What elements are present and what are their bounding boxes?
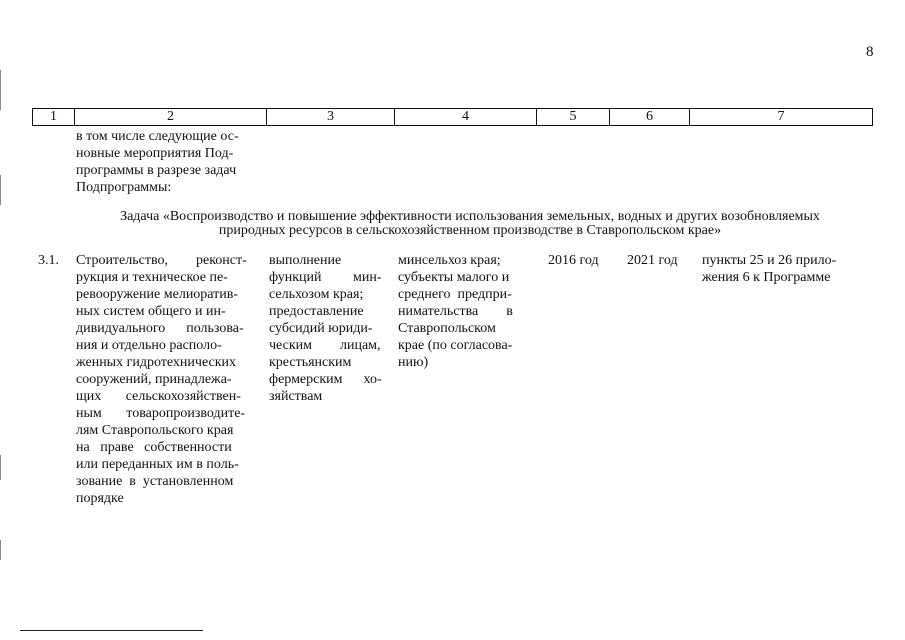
- intro-text: в том числе следующие ос- новные мероприятия Под- программы в разрезе задач Подпрограммы:: [76, 129, 239, 195]
- table-header-row: [32, 108, 873, 126]
- row-executor: минсельхоз края; субъекты малого и среднего предпри- нимательства в Ставропольском крае (по согласова- нию): [398, 253, 513, 370]
- row-start-date: 2016 год: [548, 253, 599, 268]
- column-header-6: 6: [610, 109, 690, 126]
- scan-mark-left-4: [0, 540, 1, 560]
- bottom-rule: [20, 630, 203, 631]
- task-heading-line-2: природных ресурсов в сельскохозяйственном производстве в Ставропольском крае»: [218, 223, 722, 238]
- row-number: 3.1.: [38, 253, 59, 268]
- scan-mark-left-1: [0, 70, 1, 110]
- row-indicators: пункты 25 и 26 прило- жения 6 к Программе: [702, 253, 837, 285]
- column-header-2: 2: [75, 109, 267, 126]
- page-number: 8: [866, 44, 874, 60]
- column-header-1: 1: [33, 109, 75, 126]
- column-header-3: 3: [267, 109, 395, 126]
- scan-mark-left-3: [0, 455, 1, 480]
- row-measure-type: выполнение функций мин- сельхозом края; предоставление субсидий юриди- ческим лицам, крестьянским фермерским хо- зяйствам: [269, 253, 382, 404]
- column-header-7: 7: [690, 109, 873, 126]
- row-measure-name: Строительство, реконст- рукция и техническое пе- ревооружение мелиоратив- ных систем общего и ин- дивидуального пользова- ния и отдельно располо- женных гидротехнических сооружений, принадлежа- щих сельскохозяйствен- ным товаропроизводите- лям Ставропольского края на праве собственности или переданных им в поль- зование в установленном порядке: [76, 253, 247, 506]
- column-header-4: 4: [395, 109, 537, 126]
- task-heading-line-1: Задача «Воспроизводство и повышение эффективности использования земельных, водных и других возобновляемых: [120, 209, 820, 224]
- row-end-date: 2021 год: [627, 253, 678, 268]
- column-header-5: 5: [537, 109, 610, 126]
- scan-mark-left-2: [0, 175, 1, 205]
- task-heading: [60, 210, 880, 238]
